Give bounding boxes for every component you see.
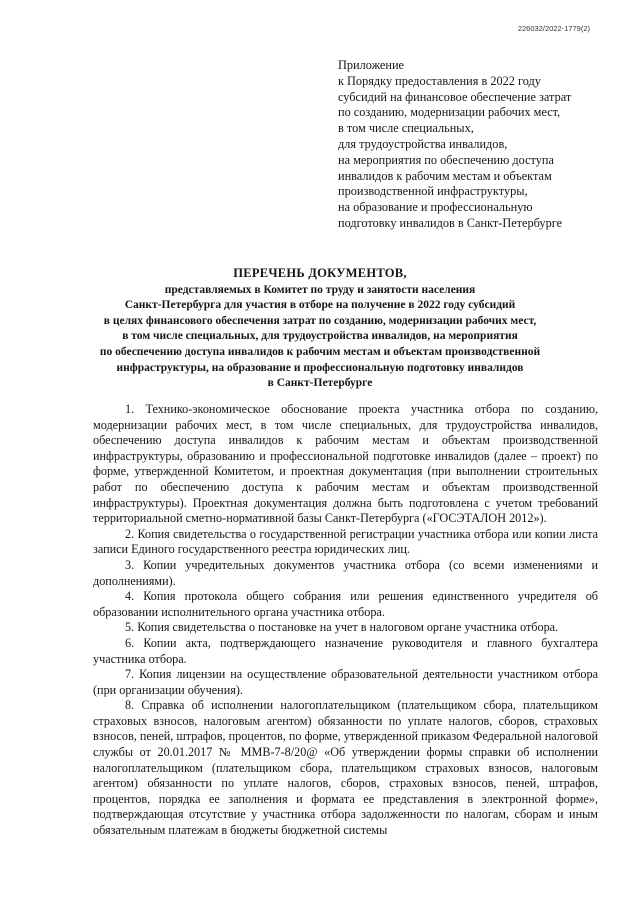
subtitle-line: Санкт-Петербурга для участия в отборе на получение в 2022 году субсидий bbox=[124, 299, 516, 312]
list-item-3: 3. Копии учредительных документов участника отбора (со всеми изменениями и дополнениями). bbox=[93, 557, 598, 588]
appendix-line: Приложение bbox=[338, 58, 404, 72]
document-heading bbox=[80, 266, 560, 392]
appendix-line: на образование и профессиональную bbox=[338, 200, 533, 215]
subtitle-line: инфраструктуры, на образование и профессиональную подготовку инвалидов bbox=[116, 361, 524, 374]
list-item-1: 1. Технико-экономическое обоснование проекта участника отбора по созданию, модернизации рабочих мест, в том числе специальных, для трудоустройства инвалидов, обеспечению доступа инвалидов к рабочим местам и объектам производственной инфраструктуры, образованию и профессиональной подготовке инвалидов (далее – проект) по форме, утвержденной Комитетом, и проектная документация (при выполнении строительных работ по обеспечению доступа к рабочим местам и объектам производственной инфраструктуры). Проектная документация должна быть подготовлена с учетом требований территориальной сметно-нормативной базы Санкт-Петербурга («ГОСЭТАЛОН 2012»). bbox=[93, 402, 598, 526]
list-item-5: 5. Копия свидетельства о постановке на учет в налоговом органе участника отбора. bbox=[125, 620, 559, 635]
list-item-4: 4. Копия протокола общего собрания или решения единственного учредителя об образовании исполнительного органа участника отбора. bbox=[93, 589, 598, 619]
appendix-line: для трудоустройства инвалидов, bbox=[338, 136, 508, 151]
appendix-line: производственной инфраструктуры, bbox=[338, 184, 528, 199]
appendix-line: в том числе специальных, bbox=[338, 121, 474, 136]
appendix-line: субсидий на финансовое обеспечение затрат bbox=[338, 89, 572, 104]
appendix-block bbox=[338, 58, 571, 232]
appendix-line: к Порядку предоставления в 2022 году bbox=[338, 73, 541, 88]
appendix-line: подготовку инвалидов в Санкт-Петербурге bbox=[338, 215, 563, 230]
subtitle-line: в том числе специальных, для трудоустройства инвалидов, на мероприятия bbox=[122, 330, 518, 343]
appendix-line: на мероприятия по обеспечению доступа bbox=[338, 152, 554, 167]
subtitle-line: по обеспечению доступа инвалидов к рабочим местам и объектам производственной bbox=[99, 345, 541, 358]
list-item-7: 7. Копия лицензии на осуществление образовательной деятельности участником отбора (при организации обучения). bbox=[93, 667, 598, 697]
list-item-2: 2. Копия свидетельства о государственной регистрации участника отбора или копии листа записи Единого государственного реестра юридических лиц. bbox=[93, 526, 598, 557]
list-item-8: 8. Справка об исполнении налогоплательщиком (плательщиком сбора, плательщиком страховых взносов, налоговым агентом) обязанности по уплате налогов, сборов, страховых взносов, пеней, штрафов, процентов, по форме, утвержденной приказом Федеральной налоговой службы от 20.01.2017 № ММВ-7-8/20@ «Об утверждении формы справки об исполнении налогоплательщиком (плательщиком сбора, плательщиком страховых взносов, налоговым агентом) обязанности по уплате налогов, сборов, страховых взносов, пеней, штрафов, процентов, порядка ее заполнения и формата ее представления в электронной форме», подтверждающая отсутствие у участника отбора задолженности по налогам, сборам и иным обязательным платежам в бюджеты бюджетной системы bbox=[93, 698, 598, 838]
appendix-line: инвалидов к рабочим местам и объектам bbox=[338, 168, 552, 183]
document-number: 226032/2022-1779(2) bbox=[517, 24, 590, 33]
subtitle-line: в Санкт-Петербурге bbox=[267, 377, 373, 390]
list-item-6: 6. Копии акта, подтверждающего назначение руководителя и главного бухгалтера участника отбора. bbox=[93, 635, 598, 666]
subtitle-line: представляемых в Комитет по труду и занятости населения bbox=[164, 283, 476, 296]
document-items-list bbox=[93, 402, 598, 839]
document-title: ПЕРЕЧЕНЬ ДОКУМЕНТОВ, bbox=[233, 266, 407, 280]
subtitle-line: в целях финансового обеспечения затрат по созданию, модернизации рабочих мест, bbox=[103, 314, 537, 327]
appendix-line: по созданию, модернизации рабочих мест, bbox=[338, 105, 561, 120]
